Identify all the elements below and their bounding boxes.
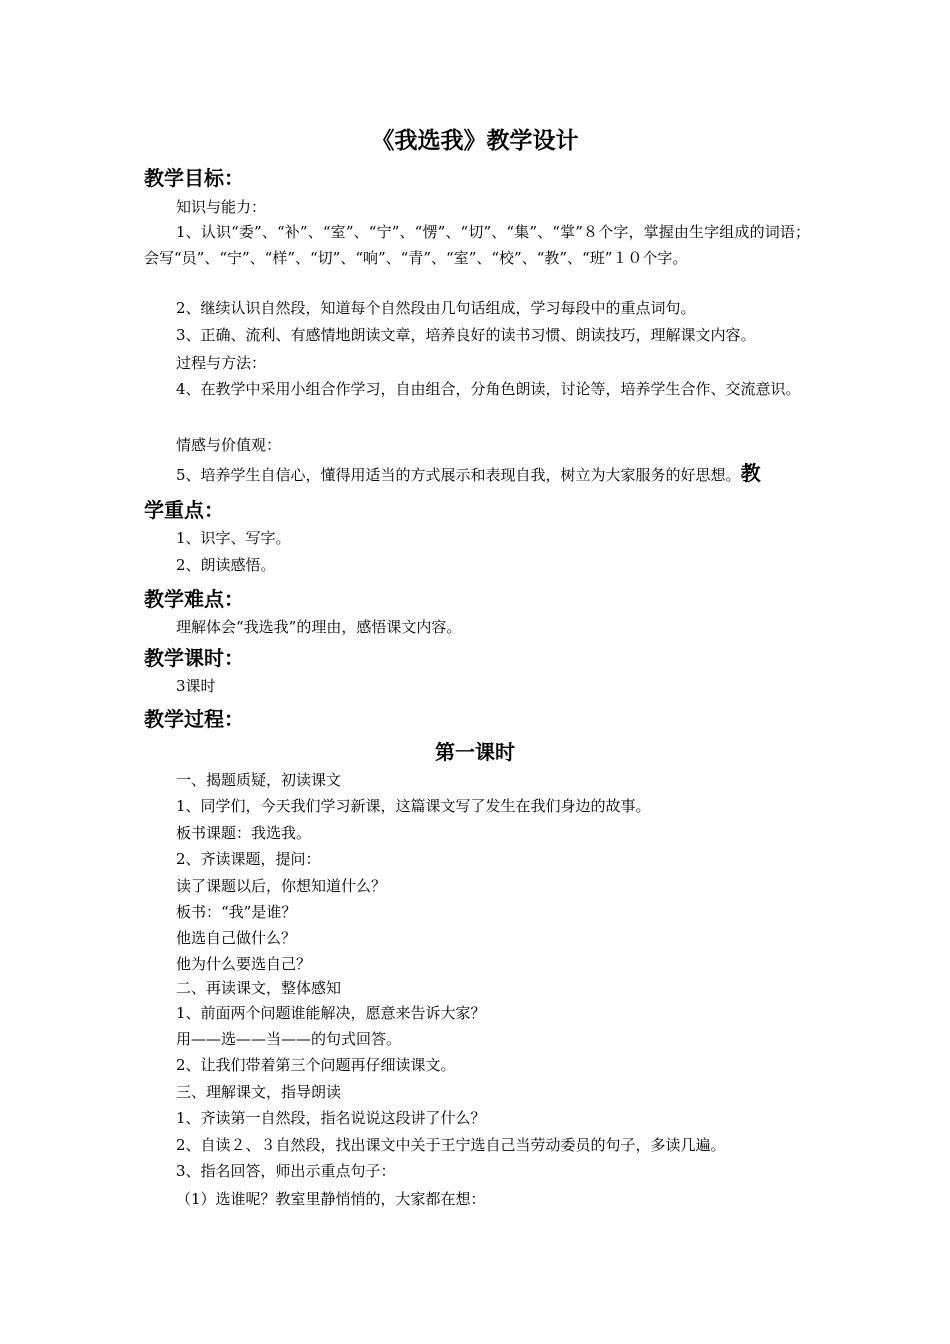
key-heading-start: 教 — [740, 461, 761, 485]
lesson-line: 二、再读课文，整体感知 — [176, 979, 342, 997]
difficulty-text: 理解体会“我选我”的理由，感悟课文内容。 — [176, 618, 462, 636]
lesson-line: 一、揭题质疑，初读课文 — [176, 771, 342, 789]
lesson-1-heading: 第一课时 — [435, 740, 515, 764]
key-item-1: 1、识字、写字。 — [176, 529, 291, 547]
lesson-line: 1、前面两个问题谁能解决，愿意来告诉大家？ — [176, 1004, 486, 1022]
lesson-line: 2、自读２、３自然段，找出课文中关于王宁选自己当劳动委员的句子，多读几遍。 — [176, 1136, 726, 1154]
key-item-2: 2、朗读感悟。 — [176, 556, 276, 574]
emotion-label: 情感与价值观： — [176, 436, 282, 454]
lesson-line: 三、理解课文，指导朗读 — [176, 1083, 342, 1101]
difficulty-heading: 教学难点： — [144, 587, 244, 611]
lesson-line: 1、同学们，今天我们学习新课，这篇课文写了发生在我们身边的故事。 — [176, 797, 651, 815]
goal-item-1: 1、认识“委”、“补”、“室”、“宁”、“愣”、“切”、“集”、“掌”８个字，掌握由生字组成的词语；会写“员”、“宁”、“样”、“切”、“响”、“青”、“室”、“校”、“教”、“班”１０个字。 — [144, 223, 810, 267]
goal-item-4: 4、在教学中采用小组合作学习，自由组合，分角色朗读，讨论等，培养学生合作、交流意识。 — [176, 380, 801, 398]
lesson-line: 2、让我们带着第三个问题再仔细读课文。 — [176, 1056, 456, 1074]
knowledge-label: 知识与能力： — [176, 198, 267, 216]
goal-item-5: 5、培养学生自信心，懂得用适当的方式展示和表现自我，树立为大家服务的好思想。 — [176, 466, 741, 484]
lesson-line: 板书：“我”是谁？ — [176, 903, 297, 921]
lesson-line: 他为什么要选自己？ — [176, 955, 312, 973]
lesson-line: 3、指名回答，师出示重点句子： — [176, 1162, 396, 1180]
lesson-line: 板书课题：我选我。 — [176, 824, 312, 842]
goal-item-3: 3、正确、流利、有感情地朗读文章，培养良好的读书习惯、朗读技巧，理解课文内容。 — [176, 326, 756, 344]
lesson-line: （1）选谁呢？教室里静悄悄的，大家都在想： — [176, 1190, 486, 1208]
lesson-line: 读了课题以后，你想知道什么？ — [176, 877, 387, 895]
process-label: 过程与方法： — [176, 354, 267, 372]
goal-item-2: 2、继续认识自然段，知道每个自然段由几句话组成，学习每段中的重点词句。 — [176, 299, 696, 317]
key-heading: 学重点： — [144, 498, 224, 522]
lesson-line: 2、齐读课题，提问： — [176, 850, 321, 868]
goals-heading: 教学目标： — [144, 166, 244, 190]
lesson-line: 用——选——当——的句式回答。 — [176, 1030, 402, 1048]
hours-heading: 教学课时： — [144, 646, 244, 670]
goal-item-5-line — [176, 460, 761, 488]
document-title: 《我选我》教学设计 — [371, 127, 579, 154]
process-heading: 教学过程： — [144, 707, 244, 731]
hours-text: 3课时 — [176, 677, 216, 695]
lesson-line: 他选自己做什么？ — [176, 929, 297, 947]
lesson-line: 1、齐读第一自然段，指名说说这段讲了什么？ — [176, 1109, 486, 1127]
